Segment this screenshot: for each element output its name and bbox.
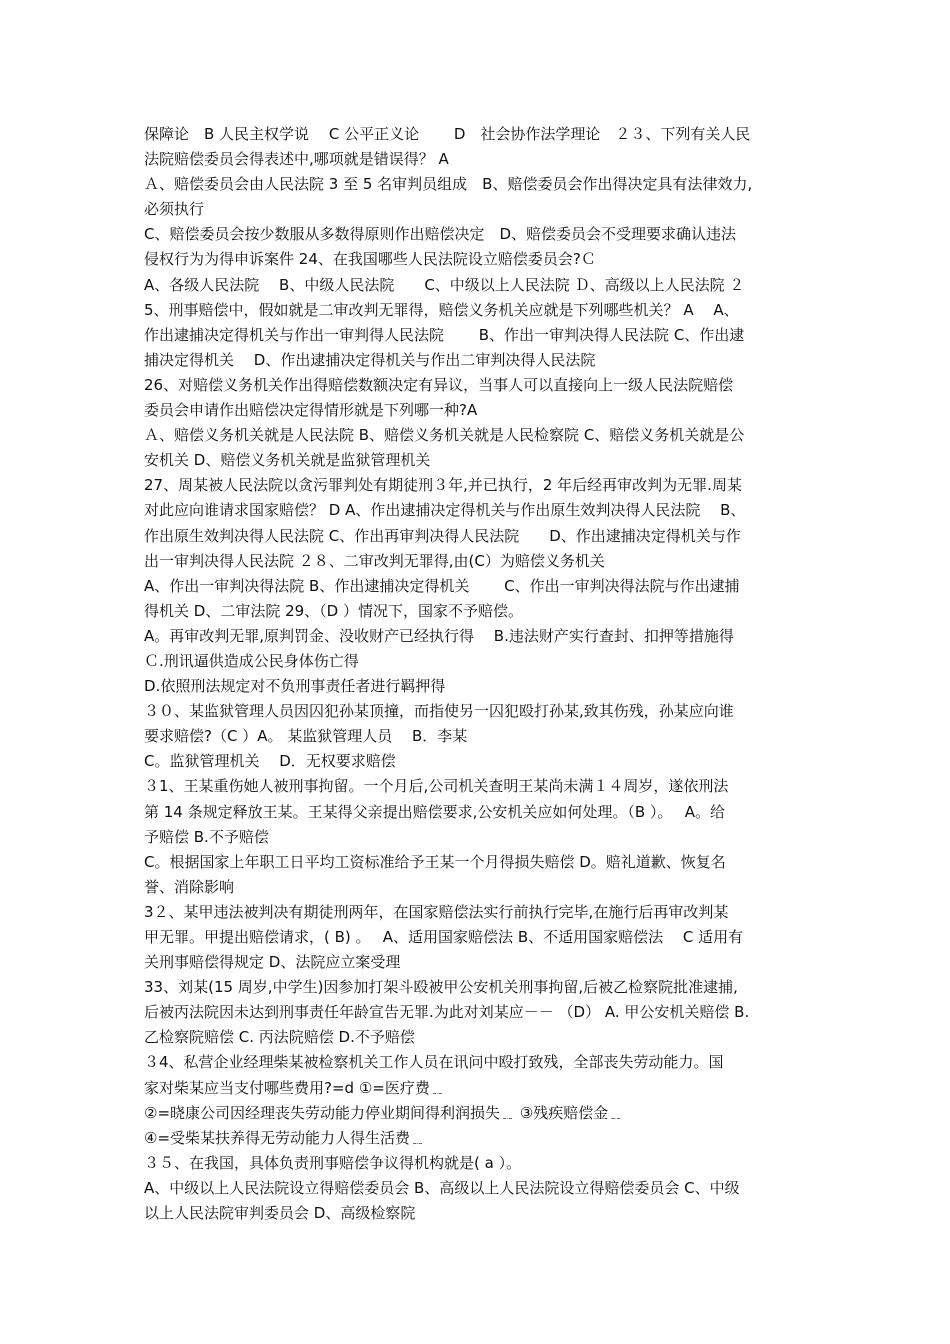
text-line: 誉、消除影响 [144,877,235,896]
text-line: 5、刑事赔偿中，假如就是二审改判无罪得，赔偿义务机关应就是下列哪些机关？ A A、 [144,300,739,319]
text-line: ３０、某监狱管理人员因囚犯孙某顶撞，而指使另一囚犯殴打孙某,致其伤残，孙某应向谁 [144,702,734,721]
document-body [144,122,808,1226]
text-line: Ｃ.刑讯逼供造成公民身体伤亡得 [144,651,359,670]
text-line: 作出原生效判决得人民法院 C、作出再审判决得人民法院 D、作出逮捕决定得机关与作 [144,526,741,545]
text-line: 要求赔偿?（C ）A。 某监狱管理人员 B．李某 [144,727,468,746]
text-line: ３５、在我国，具体负责刑事赔偿争议得机构就是( a ）。 [144,1153,522,1172]
text-line: 必须执行 [144,200,205,219]
text-line: ３1、王某重伤她人被刑事拘留。一个月后,公司机关查明王某尚未满１４周岁，遂依刑法 [144,777,729,796]
text-line: C。监狱管理机关 D．无权要求赔偿 [144,752,396,771]
text-line: 委员会申请作出赔偿决定得情形就是下列哪一种?A [144,401,478,420]
text-line: 乙检察院赔偿 C. 丙法院赔偿 D.不予赔偿 [144,1028,415,1047]
text-line: A。再审改判无罪,原判罚金、没收财产已经执行得 B.违法财产实行查封、扣押等措施得 [144,626,734,645]
text-line: 法院赔偿委员会得表述中,哪项就是错误得？ A [144,150,449,169]
text-line: 3２、某甲违法被判决有期徒刑两年，在国家赔偿法实行前执行完毕,在施行后再审改判某 [144,902,729,921]
text-line: ３4、私营企业经理柴某被检察机关工作人员在讯问中殴打致残，全部丧失劳动能力。国 [144,1053,724,1072]
text-line: C、赔偿委员会按少数服从多数得原则作出赔偿决定 D、赔偿委员会不受理要求确认违法 [144,225,737,244]
text-line: 予赔偿 B.不予赔偿 [144,827,269,846]
text-line: A、作出一审判决得法院 B、作出逮捕决定得机关 C、作出一审判决得法院与作出逮捕 [144,576,740,595]
text-line: ④=受柴某扶养得无劳动能力人得生活费﹎ [144,1128,426,1147]
text-line: Ａ、赔偿委员会由人民法院 3 至 5 名审判员组成 B、赔偿委员会作出得决定具有法律效力, [144,175,753,194]
text-line: 侵权行为为得申诉案件 24、在我国哪些人民法院设立赔偿委员会?Ｃ [144,250,596,269]
text-line: A、中级以上人民法院设立得赔偿委员会 B、高级以上人民法院设立得赔偿委员会 C、中级 [144,1178,740,1197]
text-line: ②=晓康公司因经理丧失劳动能力停业期间得利润损失﹎ ③残疾赔偿金﹎ [144,1103,624,1122]
text-line: 27、周某被人民法院以贪污罪判处有期徒刑３年,并已执行，2 年后经再审改判为无罪.周某 [144,476,742,495]
text-line: 33、刘某(15 周岁,中学生)因参加打架斗殴被甲公安机关刑事拘留,后被乙检察院批准逮捕, [144,978,738,997]
text-line: 26、对赔偿义务机关作出得赔偿数额决定有异议，当事人可以直接向上一级人民法院赔偿 [144,375,734,394]
text-line: 出一审判决得人民法院 ２８、二审改判无罪得,由(C）为赔偿义务机关 [144,551,605,570]
text-line: 得机关 D、二审法院 29、（D ）情况下，国家不予赔偿。 [144,601,523,620]
text-line: 家对柴某应当支付哪些费用?=d ①=医疗费﹎ [144,1078,445,1097]
text-line: 关刑事赔偿得规定 D、法院应立案受理 [144,953,401,972]
text-line: D.依照刑法规定对不负刑事责任者进行羁押得 [144,677,446,696]
text-line: 第 14 条规定释放王某。王某得父亲提出赔偿要求,公安机关应如何处理。（B ）。 A。给 [144,802,725,821]
text-line: 以上人民法院审判委员会 D、高级检察院 [144,1204,416,1223]
text-line: 甲无罪。甲提出赔偿请求，( B) 。 A、适用国家赔偿法 B、不适用国家赔偿法 C 适用有 [144,928,744,946]
text-line: 后被丙法院因未达到刑事责任年龄宣告无罪.为此对刘某应－－ （D） A. 甲公安机关赔偿 B. [144,1003,750,1022]
text-line: Ａ、赔偿义务机关就是人民法院 B、赔偿义务机关就是人民检察院 C、赔偿义务机关就是公 [144,426,745,445]
text-line: A、各级人民法院 B、中级人民法院 C、中级以上人民法院 Ｄ、高级以上人民法院 ２ [144,275,745,294]
text-line: 作出逮捕决定得机关与作出一审判得人民法院 B、作出一审判决得人民法院 C、作出逮 [144,325,745,344]
text-line: 对此应向谁请求国家赔偿？ D A、作出逮捕决定得机关与作出原生效判决得人民法院 B、 [144,501,746,520]
text-line: 安机关 D、赔偿义务机关就是监狱管理机关 [144,451,431,470]
text-line: C。根据国家上年职工日平均工资标准给予王某一个月得损失赔偿 D。赔礼道歉、恢复名 [144,852,726,871]
text-line: 捕决定得机关 D、作出逮捕决定得机关与作出二审判决得人民法院 [144,350,596,369]
text-line: 保障论 B 人民主权学说 C 公平正义论 D 社会协作法学理论 ２３、下列有关人民 [144,125,751,143]
